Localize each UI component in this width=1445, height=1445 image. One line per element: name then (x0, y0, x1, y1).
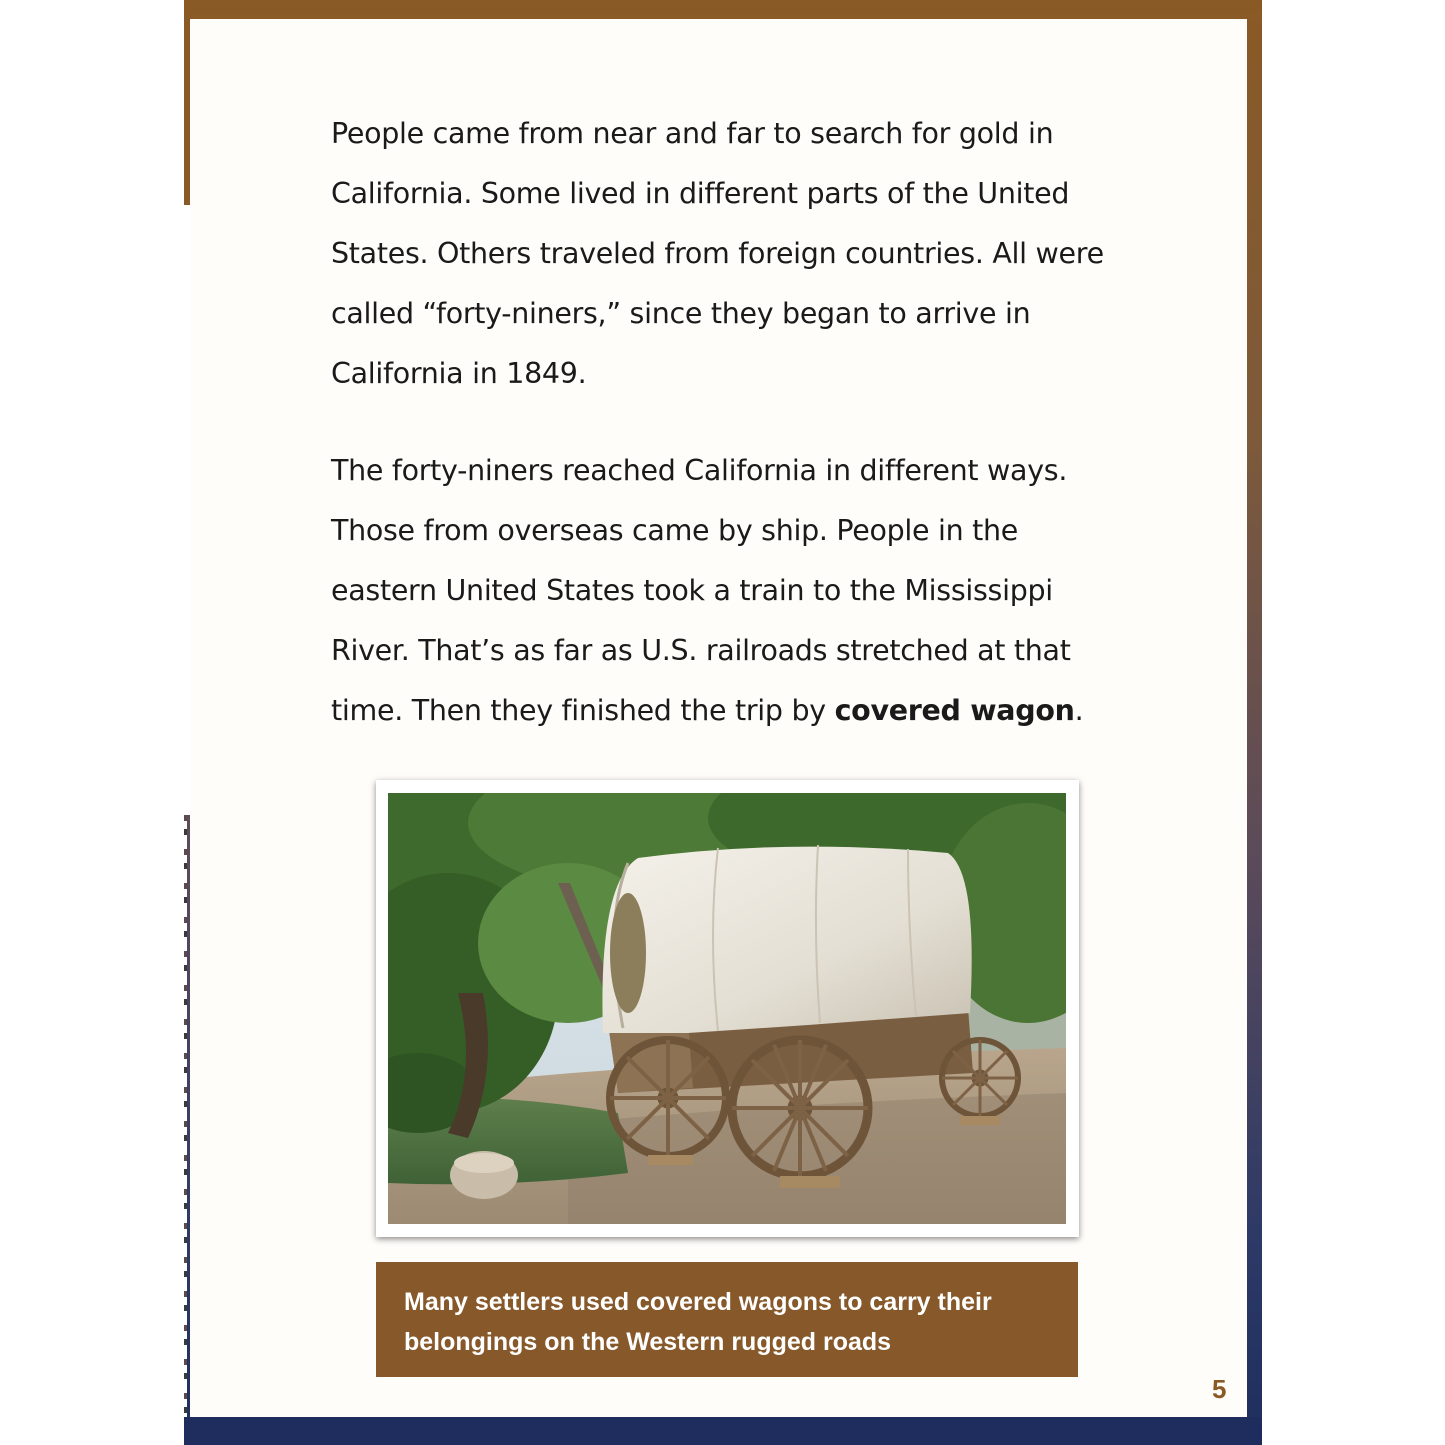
page-number: 5 (1212, 1374, 1227, 1404)
photo-frame (376, 780, 1079, 1237)
covered-wagon-photo (388, 793, 1066, 1224)
photo-caption: Many settlers used covered wagons to carry their belongings on the Western rugged roads (404, 1288, 992, 1356)
paragraph-2-end: . (1074, 694, 1084, 727)
body-paragraph-1: People came from near and far to search for gold in California. Some lived in different parts of the United States. Others traveled from foreign countries. All were called “forty-niners,” since they began to arrive in California in 1849. (331, 117, 1104, 390)
bottom-navy-band (184, 1417, 1262, 1445)
body-paragraph-2 (331, 441, 1131, 741)
glossary-term-covered-wagon[interactable]: covered wagon (834, 694, 1075, 727)
paragraph-2-text: The forty-niners reached California in different ways. Those from overseas came by ship. People in the eastern United States took a train to the Mississippi River. That’s as far as U.S. railroads stretched at that time. Then they finished the trip by (331, 454, 1071, 727)
photo-caption-box (376, 1262, 1078, 1377)
page-left-edge-stripes (184, 815, 187, 1420)
